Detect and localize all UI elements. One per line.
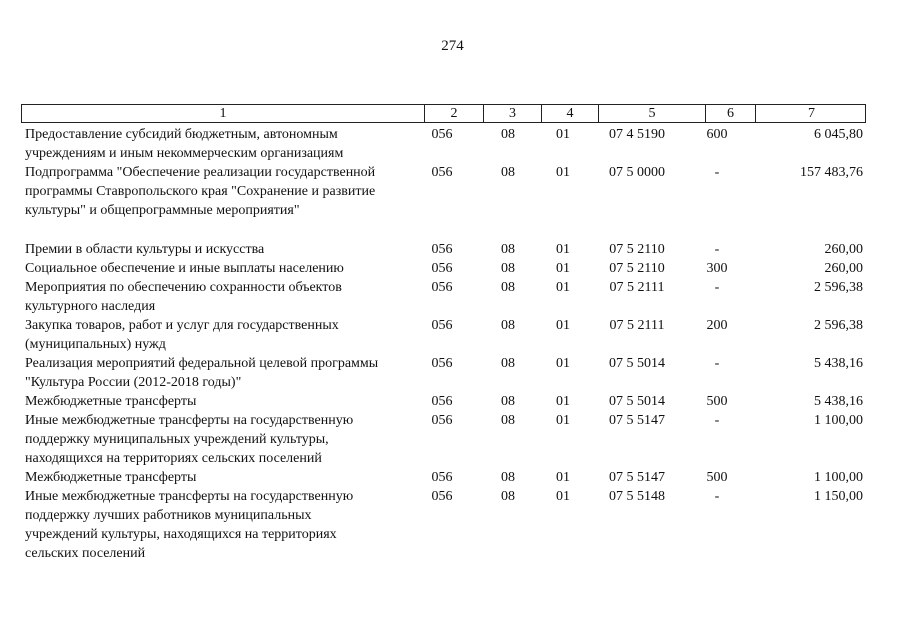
table-header [21,104,866,123]
description-line: (муниципальных) нужд [25,337,166,352]
row-col-4: 01 [556,413,570,428]
row-col-7: 5 438,16 [814,394,863,409]
row-col-3: 08 [501,127,515,142]
description-line: "Культура России (2012-2018 годы)" [25,375,242,390]
description-line: программы Ставропольского края "Сохранение и развитие [25,184,376,199]
row-col-6: 600 [706,127,728,142]
row-col-3: 08 [501,489,515,504]
row-col-6: 200 [706,318,728,333]
description-line: учреждениям и иным некоммерческим организациям [25,146,344,161]
header-col-3: 3 [483,105,541,122]
header-col-2: 2 [424,105,483,122]
row-col-6: 500 [706,470,728,485]
row-col-6: - [714,165,720,180]
row-col-6: - [714,356,720,371]
row-col-2: 056 [431,356,453,371]
header-col-5: 5 [598,105,705,122]
page-number: 274 [441,38,464,54]
description-line: Предоставление субсидий бюджетным, автономным [25,127,338,142]
row-col-7: 2 596,38 [814,280,863,295]
row-col-4: 01 [556,280,570,295]
row-col-6: - [714,413,720,428]
row-col-2: 056 [431,470,453,485]
row-col-7: 1 150,00 [814,489,863,504]
row-col-7: 5 438,16 [814,356,863,371]
row-col-5: 07 5 0000 [609,165,665,180]
row-col-4: 01 [556,165,570,180]
row-col-3: 08 [501,394,515,409]
row-col-4: 01 [556,394,570,409]
row-col-6: - [714,489,720,504]
header-col-7: 7 [755,105,867,122]
row-description [25,392,410,411]
row-col-2: 056 [431,413,453,428]
row-col-7: 1 100,00 [814,470,863,485]
description-line: находящихся на территориях сельских поселений [25,451,322,466]
description-line: Межбюджетные трансферты [25,470,197,485]
row-description [25,259,410,278]
row-col-6: - [714,242,720,257]
description-line: Иные межбюджетные трансферты на государственную [25,489,354,504]
description-line: поддержку лучших работников муниципальных [25,508,312,523]
row-col-5: 07 5 5148 [609,489,665,504]
row-col-3: 08 [501,261,515,276]
row-col-3: 08 [501,318,515,333]
header-col-6: 6 [705,105,755,122]
row-col-5: 07 5 2110 [609,242,665,257]
row-description [25,468,410,487]
description-line: культурного наследия [25,299,156,314]
row-col-2: 056 [431,489,453,504]
description-line: Премии в области культуры и искусства [25,242,265,257]
row-col-5: 07 5 5014 [609,356,665,371]
row-col-7: 6 045,80 [814,127,863,142]
description-line: Реализация мероприятий федеральной целевой программы [25,356,379,371]
row-col-5: 07 5 2110 [609,261,665,276]
row-col-5: 07 4 5190 [609,127,665,142]
row-col-2: 056 [431,242,453,257]
row-col-3: 08 [501,356,515,371]
description-line: Иные межбюджетные трансферты на государственную [25,413,354,428]
row-description [25,278,410,316]
row-description [25,240,410,259]
row-description [25,354,410,392]
description-line: Мероприятия по обеспечению сохранности объектов [25,280,342,295]
row-col-3: 08 [501,280,515,295]
header-col-4: 4 [541,105,598,122]
row-description [25,411,410,468]
row-col-7: 2 596,38 [814,318,863,333]
row-col-5: 07 5 5014 [609,394,665,409]
row-col-5: 07 5 2111 [609,280,665,295]
description-line: культуры" и общепрограммные мероприятия" [25,203,300,218]
row-description [25,125,410,163]
row-col-2: 056 [431,280,453,295]
row-col-6: - [714,280,720,295]
row-col-2: 056 [431,394,453,409]
description-line: поддержку муниципальных учреждений культуры, [25,432,329,447]
row-col-7: 260,00 [824,242,863,257]
description-line: Межбюджетные трансферты [25,394,197,409]
description-line: учреждений культуры, находящихся на территориях [25,527,337,542]
row-col-7: 1 100,00 [814,413,863,428]
description-line: сельских поселений [25,546,146,561]
row-col-4: 01 [556,127,570,142]
description-line: Социальное обеспечение и иные выплаты населению [25,261,344,276]
row-description [25,316,410,354]
row-col-4: 01 [556,489,570,504]
row-col-4: 01 [556,242,570,257]
row-description [25,163,410,220]
row-col-3: 08 [501,242,515,257]
row-col-5: 07 5 2111 [609,318,665,333]
row-col-6: 500 [706,394,728,409]
row-col-2: 056 [431,127,453,142]
row-col-4: 01 [556,261,570,276]
row-col-3: 08 [501,413,515,428]
row-description [25,487,410,563]
row-col-4: 01 [556,318,570,333]
row-col-2: 056 [431,318,453,333]
row-col-7: 157 483,76 [800,165,863,180]
row-col-4: 01 [556,356,570,371]
row-col-7: 260,00 [824,261,863,276]
row-col-2: 056 [431,165,453,180]
row-col-2: 056 [431,261,453,276]
row-col-6: 300 [706,261,728,276]
description-line: Подпрограмма "Обеспечение реализации государственной [25,165,376,180]
description-line: Закупка товаров, работ и услуг для государственных [25,318,339,333]
row-col-5: 07 5 5147 [609,413,665,428]
row-col-4: 01 [556,470,570,485]
row-col-5: 07 5 5147 [609,470,665,485]
row-col-3: 08 [501,165,515,180]
header-col-1: 1 [219,106,227,121]
row-col-3: 08 [501,470,515,485]
